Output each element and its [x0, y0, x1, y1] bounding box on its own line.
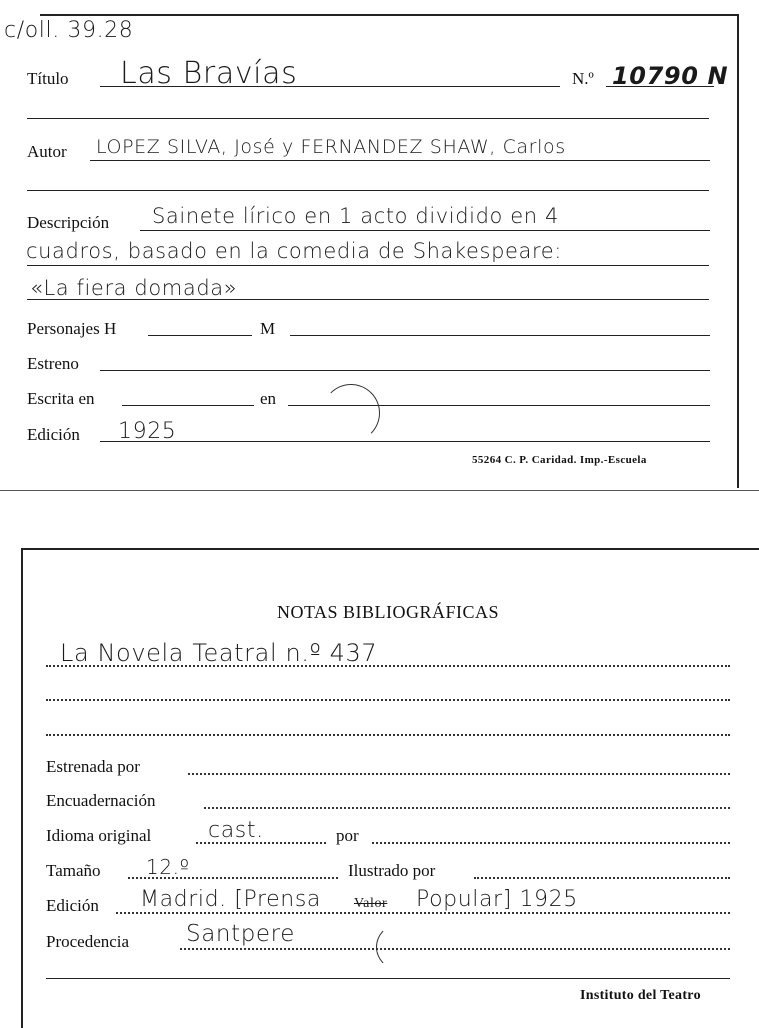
escrita-line: [122, 405, 254, 406]
idioma-value: cast.: [208, 818, 264, 843]
descripcion-text-1: Sainete lírico en 1 acto dividido en 4: [152, 204, 559, 228]
descripcion-label: Descripción: [27, 213, 110, 232]
notas-title: NOTAS BIBLIOGRÁFICAS: [276, 602, 500, 622]
encuadernacion-label: Encuadernación: [46, 791, 156, 810]
escrita-label: Escrita en: [27, 389, 95, 408]
back-edicion-line: [116, 912, 730, 914]
edicion-label: Edición: [27, 425, 80, 444]
card-back-edge-top: [22, 548, 759, 550]
tamano-label: Tamaño: [46, 861, 101, 880]
numero-label: N.º: [572, 69, 594, 88]
catalog-card-back: [0, 540, 759, 1028]
estreno-line: [100, 370, 710, 371]
ilustrado-line: [474, 877, 730, 879]
descripcion-text-3: «La fiera domada»: [30, 276, 238, 300]
edicion-line: [100, 441, 710, 442]
card-edge-bottom: [0, 490, 759, 491]
tamano-value: 12.º: [146, 855, 190, 879]
estreno-label: Estreno: [27, 354, 79, 373]
autor-line: [90, 160, 710, 161]
estrenada-label: Estrenada por: [46, 757, 140, 776]
titulo-line-2: [27, 118, 709, 119]
punch-hole-mark: [322, 384, 380, 442]
personajes-h-line: [148, 335, 252, 336]
catalog-number-handwritten: c/oll. 39.28: [4, 18, 134, 43]
notas-value-1: La Novela Teatral n.º 437: [60, 639, 378, 667]
personajes-label: Personajes H: [27, 319, 117, 338]
card-edge-right: [737, 14, 739, 488]
autor-label: Autor: [27, 142, 67, 161]
back-bottom-line: [46, 978, 730, 979]
idioma-por-label: por: [336, 826, 359, 845]
card-edge-top: [40, 14, 737, 16]
idioma-label: Idioma original: [46, 826, 152, 845]
notas-line-3: [46, 734, 730, 736]
edicion-value: 1925: [118, 419, 177, 444]
personajes-m-label: M: [260, 319, 276, 338]
escrita-en-label: en: [260, 389, 277, 408]
titulo-label: Título: [27, 69, 69, 88]
printer-imprint: 55264 C. P. Caridad. Imp.-Escuela: [472, 454, 647, 466]
procedencia-label: Procedencia: [46, 932, 130, 951]
autor-value: LOPEZ SILVA, José y FERNANDEZ SHAW, Carlos: [96, 136, 566, 158]
numero-value: 10790 N: [612, 62, 729, 90]
descripcion-text-2: cuadros, basado en la comedia de Shakespeare:: [26, 239, 562, 263]
back-edicion-label: Edición: [46, 896, 99, 915]
estrenada-line: [188, 773, 730, 775]
idioma-por-line: [372, 842, 730, 844]
catalog-card-front: [0, 0, 759, 500]
institution-name: Instituto del Teatro: [580, 988, 701, 1003]
descripcion-line-2: [27, 265, 709, 266]
descripcion-line-1: [140, 230, 710, 231]
procedencia-line: [180, 948, 730, 950]
notas-line-2: [46, 699, 730, 701]
titulo-value: Las Bravías: [120, 56, 298, 91]
personajes-m-line: [290, 335, 710, 336]
procedencia-value: Santpere: [186, 921, 295, 947]
encuadernacion-line: [204, 807, 730, 809]
ilustrado-label: Ilustrado por: [348, 861, 436, 880]
back-edicion-struck: Valor: [354, 896, 388, 911]
back-edicion-value-b: Popular] 1925: [416, 887, 578, 912]
autor-line-2: [27, 190, 709, 191]
back-punch-hole-mark: [376, 924, 422, 970]
back-edicion-value-a: Madrid. [Prensa: [140, 887, 321, 912]
